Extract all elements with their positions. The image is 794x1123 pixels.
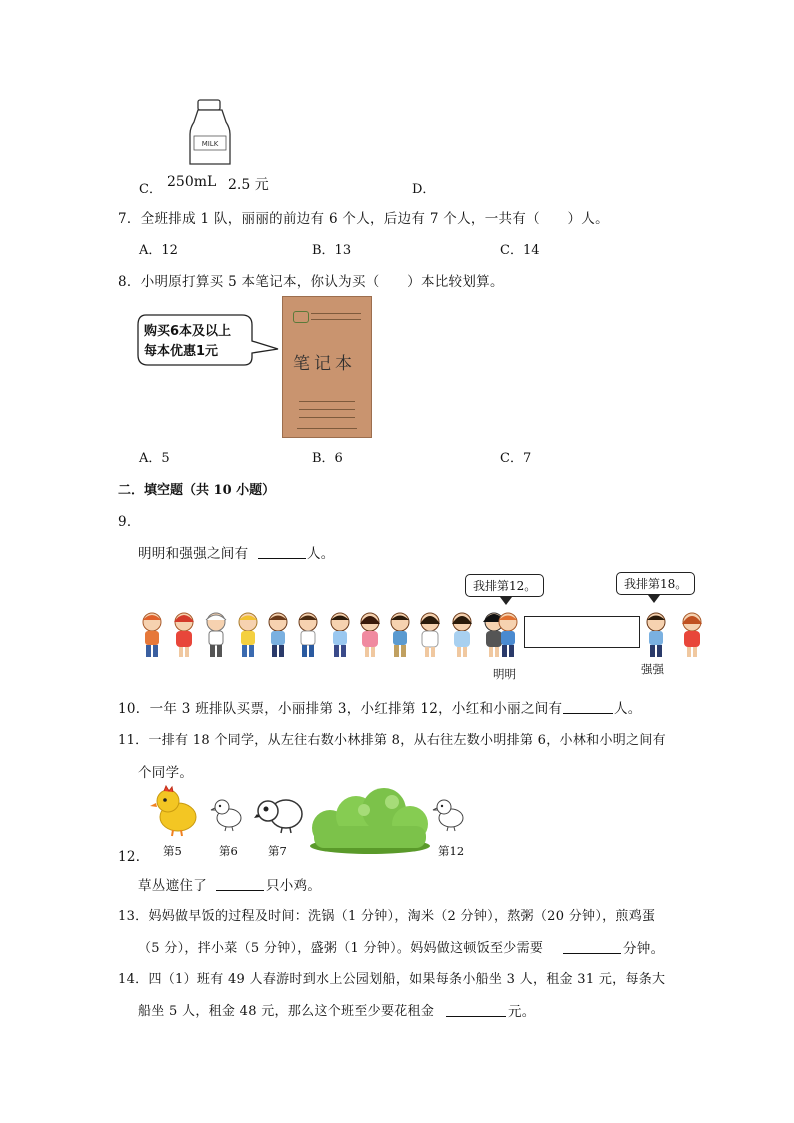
q8-option-c: C．7	[500, 451, 532, 466]
kid-icon	[420, 613, 440, 657]
q10-text-after: 人。	[614, 701, 642, 717]
notebook-title: 笔记本	[293, 354, 356, 374]
kids-row	[136, 612, 706, 660]
q10-text: 10．一年 3 班排队买票，小丽排第 3，小红排第 12，小红和小丽之间有	[118, 701, 563, 717]
q9-bubble-right-tail	[648, 595, 660, 603]
q12-number: 12．	[118, 849, 150, 865]
q12-label-5: 第5	[163, 844, 182, 858]
notebook-footer-line	[297, 428, 357, 429]
discount-speech-bubble	[136, 313, 281, 367]
kid-icon	[682, 613, 702, 657]
chick-outline-6-icon	[208, 796, 244, 832]
q14-answer-blank[interactable]	[446, 1004, 506, 1017]
bush-image	[308, 788, 432, 854]
kid-icon	[269, 613, 287, 657]
chick-outline-12-icon	[430, 796, 466, 832]
q9-answer-blank[interactable]	[258, 546, 306, 559]
kid-icon	[391, 613, 409, 657]
q7-option-a: A．12	[139, 243, 178, 258]
q9-bubble-left: 我排第12。	[465, 574, 544, 597]
q10-answer-blank[interactable]	[563, 701, 613, 714]
q7-option-c: C．14	[500, 243, 540, 258]
bubble-line-2: 每本优惠1元	[144, 344, 219, 359]
q8-option-a: A．5	[139, 451, 170, 466]
q14-line-2: 船坐 5 人，租金 48 元，那么这个班至少要花租金	[138, 1004, 435, 1019]
q9-bubble-right: 我排第18。	[616, 572, 695, 595]
option-c-volume: 250mL	[167, 174, 217, 190]
q12-answer-blank[interactable]	[216, 878, 264, 891]
q7-option-b: B．13	[312, 243, 352, 258]
chick-outline-7-icon	[254, 796, 304, 834]
q14-line-1: 14．四（1）班有 49 人春游时到水上公园划船，如果每条小船坐 3 人，租金 31 元，每条大	[118, 972, 666, 987]
notebook-field-line-1	[299, 401, 355, 402]
kid-icon	[206, 613, 226, 657]
q13-answer-blank[interactable]	[563, 941, 621, 954]
kid-icon	[174, 613, 194, 657]
notebook-image	[282, 296, 372, 438]
notebook-field-line-3	[299, 417, 355, 418]
kid-icon	[143, 613, 161, 657]
milk-label: MILK	[201, 140, 219, 148]
notebook-logo-icon	[293, 311, 309, 323]
q9-label-qiangqiang: 强强	[641, 662, 664, 676]
q9-number: 9．	[118, 514, 141, 530]
section-heading: 二．填空题（共 10 小题）	[118, 483, 276, 498]
q11-line-2: 个同学。	[138, 765, 194, 781]
q12-label-12: 第12	[438, 844, 465, 858]
q13-line-2: （5 分），拌小菜（5 分钟），盛粥（1 分钟）。妈妈做这顿饭至少需要	[138, 941, 544, 956]
kid-icon	[239, 613, 257, 657]
q13-text-after: 分钟。	[623, 941, 665, 957]
q12-text-before: 草丛遮住了	[138, 878, 207, 894]
q7-text: 7．全班排成 1 队，丽丽的前边有 6 个人，后边有 7 个人，一共有（ ）人。	[118, 211, 609, 227]
option-c-price: 2.5 元	[228, 177, 269, 193]
q14-text-after: 元。	[508, 1004, 536, 1020]
q9-bubble-left-tail	[500, 597, 512, 605]
q8-option-b: B．6	[312, 451, 343, 466]
kid-icon	[452, 613, 472, 657]
q13-line-1: 13．妈妈做早饭的过程及时间：洗锅（1 分钟），淘米（2 分钟），熬粥（20 分钟），煎鸡蛋	[118, 909, 656, 924]
kid-icon	[360, 613, 380, 657]
milk-bottle-image	[186, 98, 234, 168]
kid-icon	[331, 613, 349, 657]
kid-icon-mingming	[499, 613, 517, 657]
q12-label-6: 第6	[219, 844, 238, 858]
option-c-letter: C．	[139, 182, 162, 197]
q11-line-1: 11．一排有 18 个同学，从左往右数小林排第 8，从右往左数小明排第 6，小林和小明之间有	[118, 733, 666, 748]
q8-text: 8．小明原打算买 5 本笔记本，你认为买（ ）本比较划算。	[118, 274, 504, 290]
q12-text-after: 只小鸡。	[266, 878, 322, 894]
q9-text-after: 人。	[307, 546, 335, 562]
q9-label-mingming: 明明	[493, 667, 516, 681]
kid-icon	[299, 613, 317, 657]
notebook-header-line-2	[311, 319, 361, 320]
chick-yellow-icon	[148, 785, 200, 837]
notebook-field-line-2	[299, 409, 355, 410]
bubble-line-1: 购买6本及以上	[144, 324, 232, 339]
kid-icon-qiangqiang	[647, 613, 665, 657]
notebook-header-line	[311, 313, 361, 314]
q12-label-7: 第7	[268, 844, 287, 858]
option-d-letter: D．	[412, 182, 436, 197]
q9-text-before: 明明和强强之间有	[138, 546, 249, 562]
